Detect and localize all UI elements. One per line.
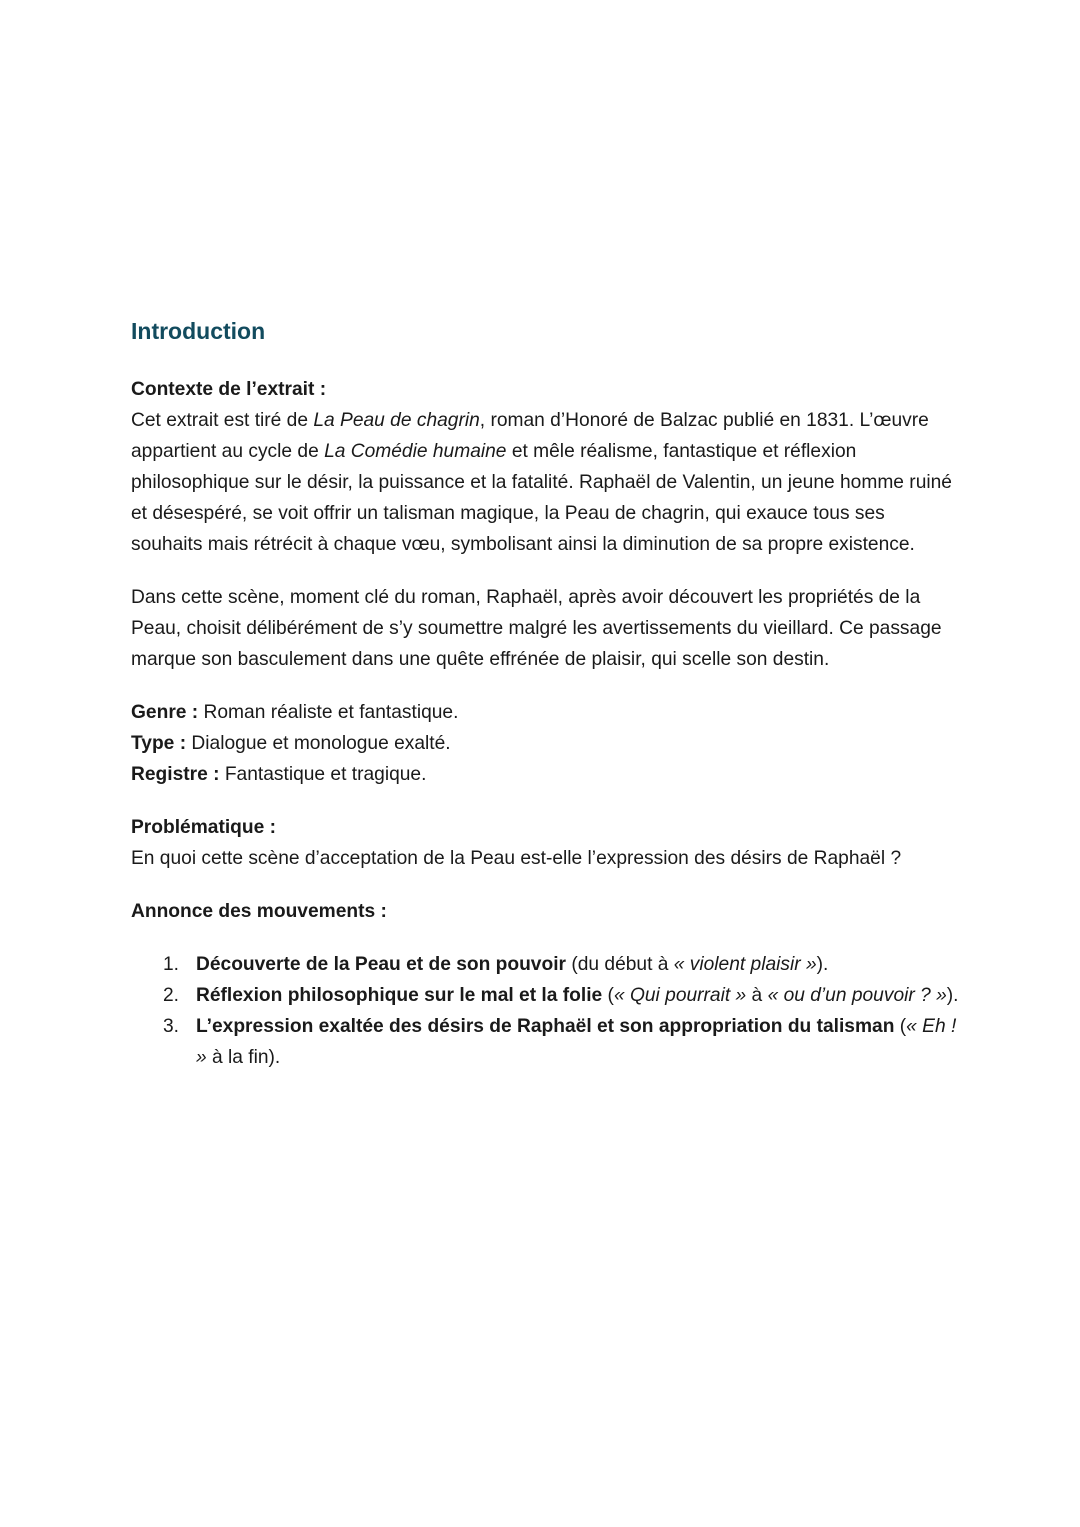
- register-value: Fantastique et tragique.: [219, 764, 427, 785]
- context-paragraph-2-block: [131, 582, 961, 675]
- section-heading-introduction: Introduction: [131, 318, 266, 344]
- list-number: 1.: [163, 954, 180, 975]
- movement-quote: « violent plaisir »: [673, 954, 817, 975]
- movement-title: L’expression exaltée des désirs de Raphaël et son appropriation du talisman: [196, 1016, 895, 1037]
- context-text: et mêle réalisme, fantastique et réflexion philosophique sur le désir, la puissance et la fatalité. Raphaël de Valentin, un jeune homme ruiné et désespéré, se voit offrir un talisman magique, la Peau de chagrin, qui exauce tous ses souhaits mais rétrécit à chaque vœu, symbolisant ainsi la diminution de sa propre existence.: [131, 441, 952, 555]
- context-text: , roman d’Honoré de Balzac publié en 1831. L’œuvre appartient au cycle de: [131, 410, 929, 462]
- context-text: Cet extrait est tiré de: [131, 410, 314, 431]
- type-value: Dialogue et monologue exalté.: [186, 733, 451, 754]
- movement-range-text: (: [602, 985, 614, 1006]
- movement-range-text: (: [894, 1016, 907, 1037]
- problematic-section: [131, 812, 961, 874]
- movement-quote: « Eh ! »: [196, 1016, 957, 1068]
- list-number: 3.: [163, 1016, 180, 1037]
- problematic-text: En quoi cette scène d’acceptation de la Peau est-elle l’expression des désirs de Raphaël ?: [131, 848, 902, 869]
- genre-line: [131, 697, 961, 728]
- work-title-peau-de-chagrin: La Peau de chagrin: [313, 410, 480, 431]
- context-paragraph-1: [131, 405, 961, 560]
- meta-section: [131, 697, 961, 790]
- register-label: Registre :: [131, 764, 220, 785]
- movements-section: [131, 896, 961, 1073]
- register-line: [131, 759, 961, 790]
- movement-item-2: [131, 980, 961, 1011]
- movement-quote-end: « ou d’un pouvoir ? »: [767, 985, 947, 1006]
- genre-label: Genre :: [131, 702, 199, 723]
- movements-label: Annonce des mouvements :: [131, 901, 387, 922]
- movement-range-text: à la fin).: [206, 1047, 281, 1068]
- document-page: [131, 314, 961, 1073]
- context-label: Contexte de l’extrait :: [131, 379, 327, 400]
- type-label: Type :: [131, 733, 187, 754]
- genre-value: Roman réaliste et fantastique.: [198, 702, 459, 723]
- movement-range-text: (du début à: [566, 954, 674, 975]
- movement-range-text: ).: [816, 954, 829, 975]
- movement-range-text: à: [746, 985, 768, 1006]
- movement-title: Réflexion philosophique sur le mal et la folie: [196, 985, 603, 1006]
- movements-list: [131, 949, 961, 1073]
- movement-quote-start: « Qui pourrait »: [613, 985, 747, 1006]
- work-title-comedie-humaine: La Comédie humaine: [324, 441, 507, 462]
- movement-range-text: ).: [946, 985, 959, 1006]
- type-line: [131, 728, 961, 759]
- problematic-label: Problématique :: [131, 817, 276, 838]
- context-paragraph-2: Dans cette scène, moment clé du roman, Raphaël, après avoir découvert les propriétés de la Peau, choisit délibérément de s’y soumettre malgré les avertissements du vieillard. Ce passage marque son basculement dans une quête effrénée de plaisir, qui scelle son destin.: [131, 587, 942, 670]
- list-number: 2.: [163, 985, 180, 1006]
- context-section: [131, 374, 961, 560]
- movement-item-3: [131, 1011, 961, 1073]
- movement-item-1: [131, 949, 961, 980]
- movement-title: Découverte de la Peau et de son pouvoir: [196, 954, 566, 975]
